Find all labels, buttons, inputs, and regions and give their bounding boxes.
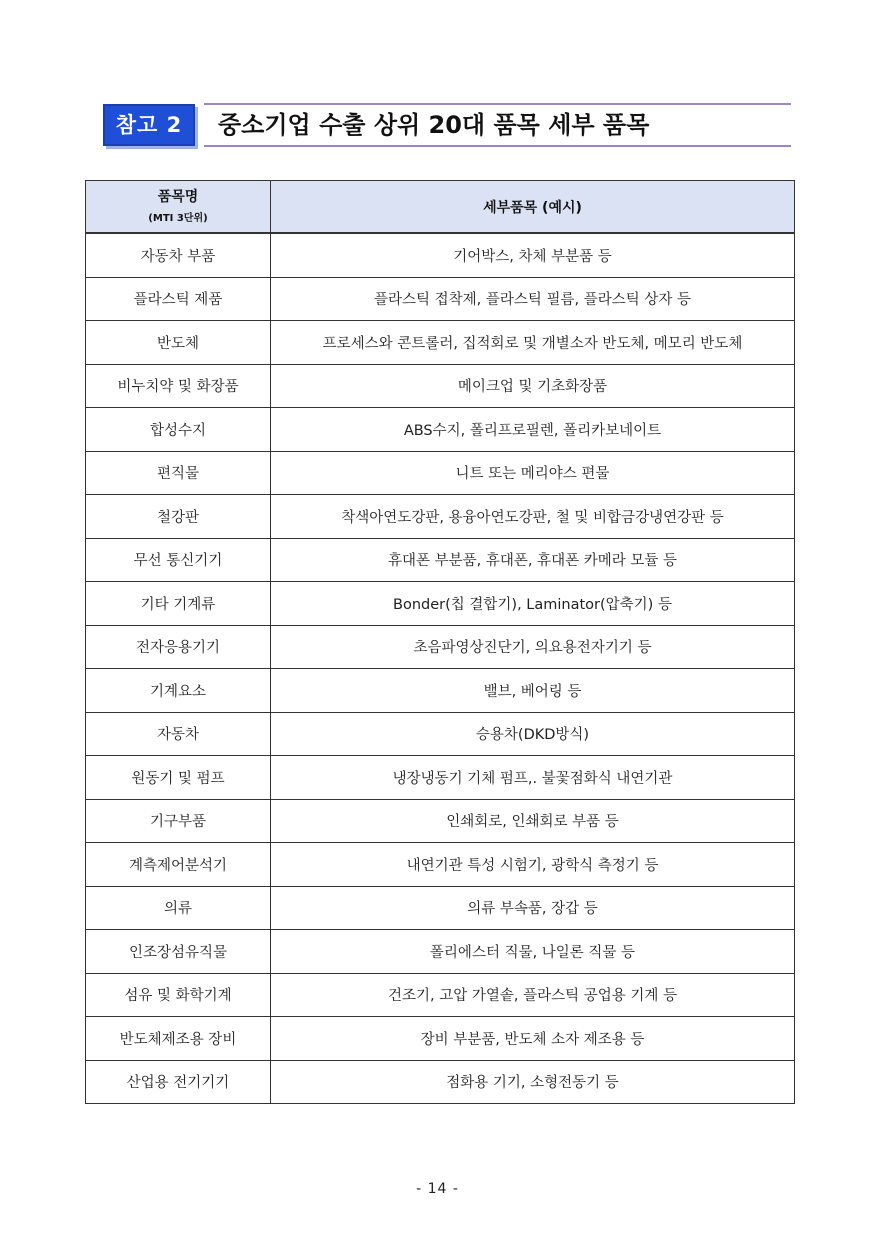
item-detail-cell: 장비 부분품, 반도체 소자 제조용 등 xyxy=(271,1017,795,1061)
table-row xyxy=(86,799,795,843)
item-detail-cell: 폴리에스터 직물, 나일론 직물 등 xyxy=(271,930,795,974)
item-name-cell: 계측제어분석기 xyxy=(86,843,271,887)
table-body xyxy=(86,233,795,1104)
table-row xyxy=(86,408,795,452)
item-detail-cell: 기어박스, 차체 부분품 등 xyxy=(271,233,795,277)
table-row xyxy=(86,451,795,495)
item-detail-cell: 메이크업 및 기초화장품 xyxy=(271,364,795,408)
item-name-cell: 산업용 전기기기 xyxy=(86,1060,271,1104)
item-name-cell: 원동기 및 펌프 xyxy=(86,756,271,800)
section-heading xyxy=(103,103,791,147)
item-name-cell: 비누치약 및 화장품 xyxy=(86,364,271,408)
column-header-item-sublabel: (MTI 3단위) xyxy=(148,212,208,224)
table-row xyxy=(86,930,795,974)
item-detail-cell: 승용차(DKD방식) xyxy=(271,712,795,756)
item-name-cell: 반도체제조용 장비 xyxy=(86,1017,271,1061)
item-detail-cell: 인쇄회로, 인쇄회로 부품 등 xyxy=(271,799,795,843)
title-box xyxy=(204,103,791,147)
item-name-cell: 기구부품 xyxy=(86,799,271,843)
item-detail-cell: 초음파영상진단기, 의요용전자기기 등 xyxy=(271,625,795,669)
item-name-cell: 자동차 부품 xyxy=(86,233,271,277)
table-row xyxy=(86,669,795,713)
item-name-cell: 자동차 xyxy=(86,712,271,756)
item-detail-cell: 밸브, 베어링 등 xyxy=(271,669,795,713)
table-row xyxy=(86,495,795,539)
table-row xyxy=(86,756,795,800)
item-detail-cell: ABS수지, 폴리프로필렌, 폴리카보네이트 xyxy=(271,408,795,452)
column-header-item-label: 품목명 xyxy=(157,188,199,205)
item-detail-cell: 냉장냉동기 기체 펌프,. 불꽃점화식 내연기관 xyxy=(271,756,795,800)
item-name-cell: 의류 xyxy=(86,886,271,930)
item-detail-cell: 점화용 기기, 소형전동기 등 xyxy=(271,1060,795,1104)
item-name-cell: 철강판 xyxy=(86,495,271,539)
item-name-cell: 합성수지 xyxy=(86,408,271,452)
item-detail-cell: 의류 부속품, 장갑 등 xyxy=(271,886,795,930)
item-name-cell: 플라스틱 제품 xyxy=(86,277,271,321)
item-name-cell: 기타 기계류 xyxy=(86,582,271,626)
table-row xyxy=(86,321,795,365)
items-table xyxy=(85,180,795,1104)
item-detail-cell: 프로세스와 콘트롤러, 집적회로 및 개별소자 반도체, 메모리 반도체 xyxy=(271,321,795,365)
item-detail-cell: 플라스틱 접착제, 플라스틱 필름, 플라스틱 상자 등 xyxy=(271,277,795,321)
table-row xyxy=(86,277,795,321)
page-number: - 14 - xyxy=(416,1181,459,1197)
item-name-cell: 섬유 및 화학기계 xyxy=(86,973,271,1017)
item-name-cell: 편직물 xyxy=(86,451,271,495)
table-row xyxy=(86,233,795,277)
item-name-cell: 무선 통신기기 xyxy=(86,538,271,582)
column-header-item xyxy=(86,181,271,234)
item-detail-cell: 휴대폰 부분품, 휴대폰, 휴대폰 카메라 모듈 등 xyxy=(271,538,795,582)
item-detail-cell: Bonder(칩 결합기), Laminator(압축기) 등 xyxy=(271,582,795,626)
table-header-row xyxy=(86,181,795,234)
table-row xyxy=(86,625,795,669)
item-detail-cell: 착색아연도강판, 용융아연도강판, 철 및 비합금강냉연강판 등 xyxy=(271,495,795,539)
item-name-cell: 전자응용기기 xyxy=(86,625,271,669)
table-row xyxy=(86,712,795,756)
item-name-cell: 반도체 xyxy=(86,321,271,365)
table-row xyxy=(86,843,795,887)
reference-badge: 참고 2 xyxy=(103,104,195,146)
item-name-cell: 인조장섬유직물 xyxy=(86,930,271,974)
table-row xyxy=(86,973,795,1017)
item-name-cell: 기계요소 xyxy=(86,669,271,713)
column-header-detail: 세부품목 (예시) xyxy=(271,181,795,234)
item-detail-cell: 내연기관 특성 시험기, 광학식 측정기 등 xyxy=(271,843,795,887)
item-detail-cell: 건조기, 고압 가열솥, 플라스틱 공업용 기계 등 xyxy=(271,973,795,1017)
table-row xyxy=(86,1060,795,1104)
table-row xyxy=(86,538,795,582)
table-row xyxy=(86,582,795,626)
item-detail-cell: 니트 또는 메리야스 편물 xyxy=(271,451,795,495)
table-row xyxy=(86,886,795,930)
table-row xyxy=(86,1017,795,1061)
page-title: 중소기업 수출 상위 20대 품목 세부 품목 xyxy=(218,111,650,139)
table-row xyxy=(86,364,795,408)
